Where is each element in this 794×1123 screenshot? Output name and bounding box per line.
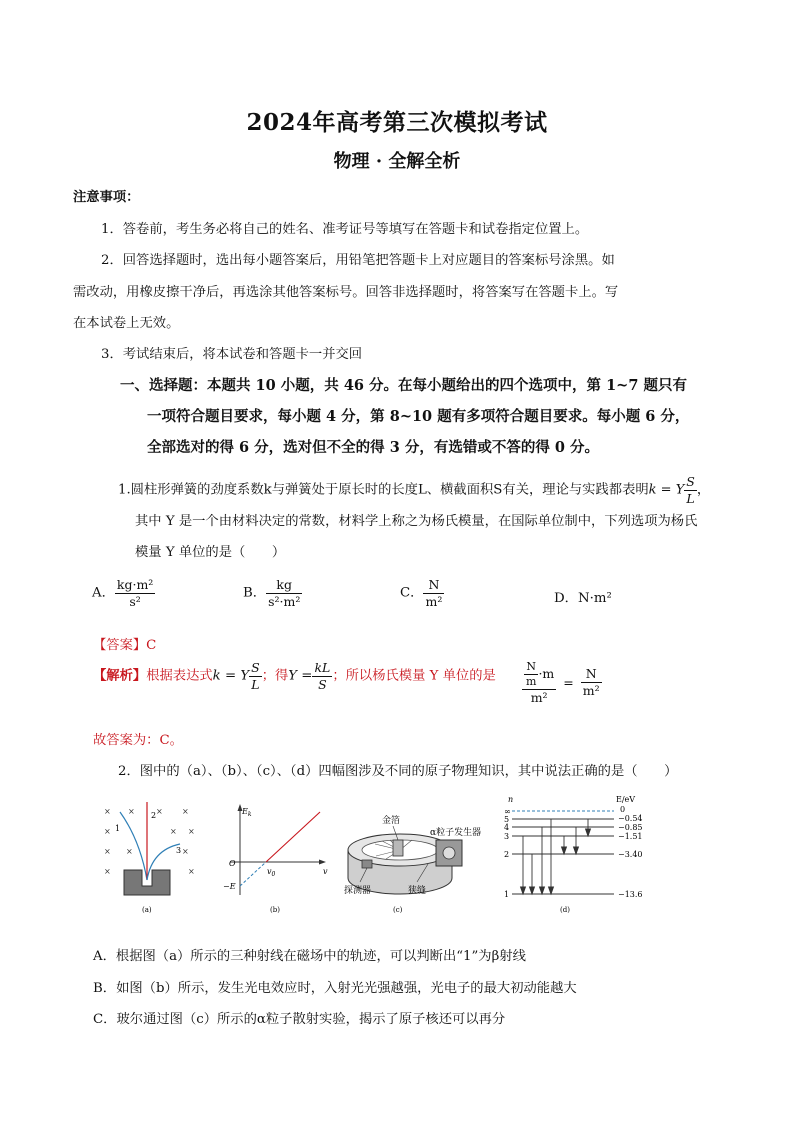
- q1-formula-den: L: [686, 490, 695, 506]
- figure-d-e-1: −13.6: [618, 890, 643, 899]
- figure-d-n-inf: ∞: [504, 807, 511, 816]
- figure-b-ek-sub: k: [247, 811, 252, 818]
- q1-analysis-formula-2: [312, 660, 332, 692]
- q2-figures: [90, 790, 660, 920]
- q2-option-b[interactable]: B．如图（b）所示，发生光电效应时，入射光光强越强，光电子的最大初动能越大: [93, 981, 577, 996]
- q1-answer: 【答案】C: [93, 638, 157, 653]
- figure-a-caption: (a): [142, 906, 152, 914]
- svg-text:×: ×: [188, 827, 195, 836]
- figure-d-e-3: −1.51: [618, 832, 643, 841]
- figure-d-caption: (d): [560, 906, 570, 914]
- q1-analysis-equals: =: [563, 675, 574, 691]
- figure-c-detector-label: 探测器: [344, 886, 372, 896]
- figure-d-n-1: 1: [504, 890, 510, 899]
- section-heading-line-3: 全部选对的得 6 分，选对但不全的得 3 分，有选错或不答的得 0 分。: [147, 439, 600, 456]
- figure-b-v0-main: v: [267, 867, 272, 876]
- q1-analysis-formula-4-num: N: [581, 666, 602, 683]
- figure-d-e-inf: 0: [620, 805, 626, 814]
- figure-c-detector: [362, 860, 372, 868]
- svg-text:×: ×: [188, 867, 195, 876]
- svg-text:×: ×: [104, 847, 111, 856]
- q1-option-c-den: m²: [425, 593, 443, 609]
- q2-stem: 2．图中的（a）、（b）、（c）、（d）四幅图涉及不同的原子物理知识，其中说法正确的是（ ）: [118, 764, 678, 779]
- q1-option-d-label: D．: [554, 591, 578, 606]
- notice-item-2-line-2: 需改动，用橡皮擦干净后，再选涂其他答案标号。回答非选择题时，将答案写在答题卡上。写: [73, 285, 619, 300]
- figure-b-v-label: v: [323, 867, 328, 876]
- figure-a-label-2: 2: [151, 811, 157, 820]
- figure-b-x-arrow: [319, 860, 326, 865]
- svg-text:×: ×: [182, 847, 189, 856]
- q1-formula-lhs: k = Y: [648, 482, 685, 498]
- figure-b-origin-label: O: [229, 859, 236, 868]
- figure-d-n-3: 3: [504, 832, 510, 841]
- q1-option-b-den: s²·m²: [268, 593, 301, 609]
- svg-text:×: ×: [170, 827, 177, 836]
- svg-text:×: ×: [104, 807, 111, 816]
- q1-analysis-formula-2-lhs: Y =: [288, 668, 313, 684]
- q1-analysis-text-3: ；所以杨氏模量 Y 单位的是: [332, 668, 496, 684]
- q1-option-b-num: kg: [266, 577, 302, 594]
- figure-b-neg-e-label: −E: [223, 882, 236, 891]
- notice-item-2-line-3: 在本试卷上无效。: [73, 316, 180, 331]
- notice-item-1: 1．答卷前，考生务必将自己的姓名、准考证号等填写在答题卡和试卷指定位置上。: [101, 222, 589, 237]
- q1-option-d-text: N·m²: [577, 591, 612, 606]
- page-subtitle: 物理 · 全解全析: [333, 151, 461, 172]
- q1-stem-text-1: 1.圆柱形弹簧的劲度系数k与弹簧处于原长时的长度L、横截面积S有关，理论与实践都表明: [118, 482, 649, 498]
- q1-option-c-label: C．: [400, 585, 424, 601]
- figure-d-n-4: 4: [504, 823, 510, 832]
- q1-analysis-inner-fraction: [524, 660, 538, 689]
- q1-analysis-formula-3-num: [522, 660, 556, 690]
- figure-b-ek-label: [241, 807, 252, 818]
- svg-text:×: ×: [182, 807, 189, 816]
- svg-text:×: ×: [104, 827, 111, 836]
- q2-option-c[interactable]: C．玻尔通过图（c）所示的α粒子散射实验，揭示了原子核还可以再分: [93, 1012, 506, 1027]
- figure-b-v0-sub: 0: [271, 871, 276, 878]
- figure-b-v0-label: [267, 867, 276, 878]
- svg-text:×: ×: [156, 807, 163, 816]
- q1-option-b-fraction: [266, 577, 302, 609]
- figure-d-transitions: [521, 819, 591, 894]
- figure-a: [104, 802, 195, 914]
- q1-option-d[interactable]: [554, 587, 612, 606]
- svg-text:×: ×: [128, 807, 135, 816]
- q1-analysis-formula-1: [249, 660, 262, 692]
- figure-c-caption: (c): [393, 906, 403, 914]
- section-heading-line-1: 一、选择题：本题共 10 小题，共 46 分。在每小题给出的四个选项中，第 1~7 题只有: [120, 377, 687, 394]
- figure-a-label-1: 1: [115, 824, 121, 833]
- q1-analysis-formula-2-den: S: [318, 676, 327, 692]
- q1-stem-comma: ，: [696, 482, 711, 498]
- figure-b-extrapolation: [240, 862, 266, 886]
- page-title: 2024年高考第三次模拟考试: [246, 109, 548, 136]
- figure-d-e-4: −0.85: [618, 823, 643, 832]
- q1-option-c-fraction: [423, 577, 444, 609]
- q1-option-a-num: kg·m²: [116, 577, 154, 592]
- q1-analysis-text-2: ；得: [261, 668, 289, 684]
- q1-stem-line-3: 模量 Y 单位的是（ ）: [135, 545, 286, 560]
- notice-item-3: 3．考试结束后，将本试卷和答题卡一并交回: [101, 347, 363, 362]
- figure-d-e-2: −3.40: [618, 850, 643, 859]
- q1-analysis-formula-3: [522, 660, 556, 705]
- q1-stem-line-2: 其中 Y 是一个由材料决定的常数，材料学上称之为杨氏模量，在国际单位制中，下列选项为杨氏: [135, 514, 698, 529]
- q1-conclusion: 故答案为：C。: [93, 733, 183, 748]
- q1-analysis-inner-den: m: [526, 674, 537, 688]
- q1-analysis-text-1: 根据表达式: [146, 668, 213, 684]
- figure-b-ek-main: E: [242, 807, 248, 816]
- q1-analysis-formula-4: [581, 666, 602, 698]
- figure-c: [344, 814, 481, 914]
- q1-analysis-compound-fraction: [522, 660, 602, 705]
- q1-analysis-formula-1-den: L: [251, 676, 260, 692]
- q1-analysis-label: 【解析】: [93, 668, 147, 684]
- q1-formula-num: S: [686, 474, 695, 489]
- figure-c-slit-label: 狭缝: [408, 886, 427, 896]
- q1-option-c-num: N: [423, 577, 444, 594]
- svg-text:×: ×: [104, 867, 111, 876]
- q1-option-a-fraction: [115, 577, 155, 609]
- figure-c-foil: [393, 840, 403, 856]
- figure-d-n-label: n: [508, 795, 514, 804]
- q1-analysis-formula-4-den: m²: [582, 683, 600, 699]
- figure-d-e-5: −0.54: [618, 814, 643, 823]
- q1-option-b-label: B．: [243, 585, 267, 601]
- figure-b: [223, 804, 328, 914]
- q1-stem-line-1: [118, 474, 710, 506]
- figure-c-foil-label: 金箔: [382, 816, 401, 826]
- notice-item-2-line-1: 2．回答选择题时，选出每小题答案后，用铅笔把答题卡上对应题目的答案标号涂黑。如: [101, 253, 615, 268]
- q1-option-c[interactable]: [400, 577, 444, 609]
- q1-analysis-formula-1-lhs: k = Y: [212, 668, 250, 684]
- notice-heading: 注意事项：: [73, 190, 140, 205]
- figure-d-unit-label: E/eV: [616, 795, 636, 804]
- section-heading-line-2: 一项符合题目要求，每小题 4 分，第 8~10 题有多项符合题目要求。每小题 6 分，: [147, 408, 690, 425]
- q1-option-a-den: s²: [129, 593, 141, 609]
- figure-c-source-label: α粒子发生器: [430, 828, 482, 838]
- figure-b-caption: (b): [270, 906, 280, 914]
- q1-analysis-formula-1-num: S: [251, 660, 260, 675]
- q1-formula-fraction: [684, 474, 697, 506]
- q2-option-a[interactable]: A．根据图（a）所示的三种射线在磁场中的轨迹，可以判断出“1”为β射线: [93, 949, 526, 964]
- figure-a-label-3: 3: [176, 846, 182, 855]
- figure-b-ek-line: [266, 812, 320, 862]
- q1-analysis: [93, 660, 496, 692]
- q1-option-a[interactable]: [92, 577, 155, 609]
- figure-c-source-hole: [443, 847, 455, 859]
- q1-option-a-label: A．: [92, 585, 115, 601]
- q1-analysis-formula-2-num: kL: [314, 660, 331, 675]
- q1-analysis-formula-3-den: m²: [530, 689, 548, 705]
- q1-analysis-inner-mul: ·m: [538, 665, 555, 681]
- figure-a-field-marks: [104, 807, 195, 876]
- svg-text:×: ×: [126, 847, 133, 856]
- figure-d: [504, 795, 643, 914]
- q1-analysis-inner-num: N: [524, 660, 538, 675]
- figure-d-n-2: 2: [504, 850, 510, 859]
- figure-d-n-5: 5: [504, 815, 510, 824]
- q1-option-b[interactable]: [243, 577, 302, 609]
